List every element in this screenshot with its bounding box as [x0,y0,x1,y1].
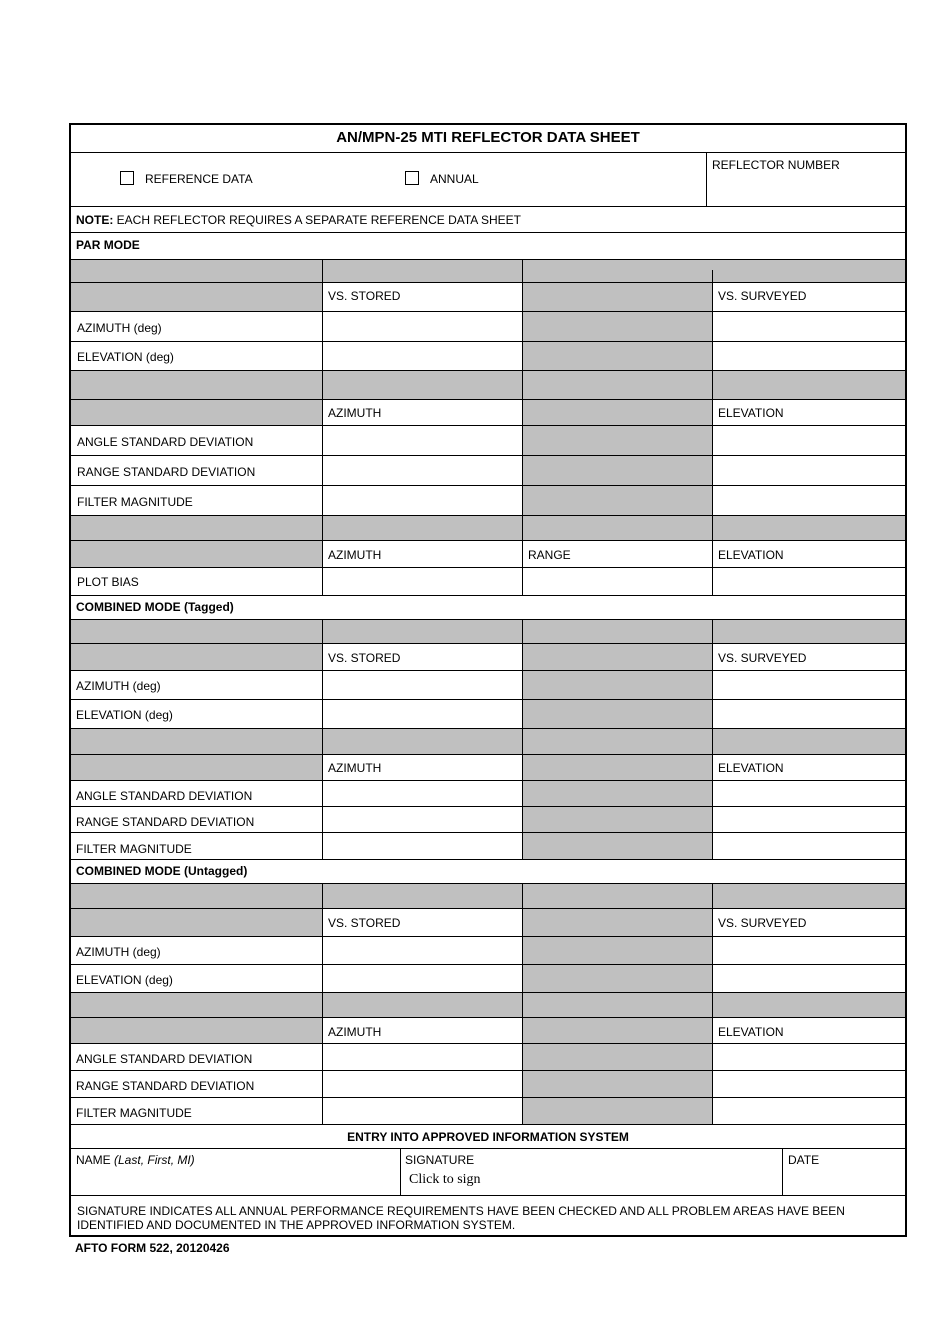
rule [712,270,713,595]
rule [69,883,907,884]
name-label [76,1153,195,1167]
signature-label: SIGNATURE [405,1153,475,1167]
rule [69,908,907,909]
tagged-angle-std-row-label: ANGLE STANDARD DEVIATION [76,789,253,803]
form-number: AFTO FORM 522, 20120426 [75,1241,230,1255]
par-vs-stored-header: VS. STORED [328,289,401,303]
par-elevation-vs-stored-field[interactable] [324,342,521,369]
rule [522,619,523,859]
par-angle-std-elevation-field[interactable] [714,426,905,454]
tagged-range-std-row-label: RANGE STANDARD DEVIATION [76,815,255,829]
rule [69,282,907,283]
click-to-sign-button[interactable]: Click to sign [409,1172,481,1187]
untagged-azimuth-header: AZIMUTH [328,1025,382,1039]
rule [69,232,907,233]
par-plot-elevation-header: ELEVATION [718,548,784,562]
plot-bias-elevation-field[interactable] [714,568,905,594]
form-title: AN/MPN-25 MTI REFLECTOR DATA SHEET [336,129,640,146]
reference-data-label: REFERENCE DATA [145,172,253,186]
plot-bias-azimuth-field[interactable] [324,568,521,594]
name-label-text: NAME [76,1153,111,1167]
untagged-vs-stored-header: VS. STORED [328,916,401,930]
rule [69,259,907,260]
rule [69,1124,907,1125]
tagged-angle-std-elevation-field[interactable] [714,781,905,805]
par-angle-std-azimuth-field[interactable] [324,426,521,454]
untagged-angle-std-azimuth-field[interactable] [324,1044,521,1069]
combined-untagged-title: COMBINED MODE (Untagged) [76,864,248,878]
annual-label: ANNUAL [430,172,479,186]
untagged-elevation-vs-surveyed-field[interactable] [714,965,905,991]
rule [400,1148,401,1195]
tagged-angle-std-azimuth-field[interactable] [324,781,521,805]
tagged-elevation-vs-stored-field[interactable] [324,700,521,727]
par-filter-mag-row-label: FILTER MAGNITUDE [77,495,193,509]
par-range-std-azimuth-field[interactable] [324,456,521,484]
par-plot-range-header: RANGE [528,548,571,562]
untagged-angle-std-elevation-field[interactable] [714,1044,905,1069]
note-label: NOTE: [76,213,114,227]
tagged-vs-surveyed-header: VS. SURVEYED [718,651,807,665]
rule [69,992,907,993]
untagged-range-std-row-label: RANGE STANDARD DEVIATION [76,1079,255,1093]
rule [712,619,713,859]
tagged-elevation-row-label: ELEVATION (deg) [76,708,173,722]
par-filter-mag-azimuth-field[interactable] [324,486,521,514]
par-plot-bias-row-label: PLOT BIAS [77,575,139,589]
rule [69,540,907,541]
tagged-azimuth-vs-surveyed-field[interactable] [714,671,905,698]
rule [322,883,323,1124]
untagged-azimuth-row-label: AZIMUTH (deg) [76,945,161,959]
rule [712,883,713,1124]
rule [69,595,907,596]
annual-checkbox[interactable] [405,171,419,185]
rule [69,1195,907,1196]
par-azimuth-row-label: AZIMUTH (deg) [77,321,162,335]
rule [69,619,907,620]
rule [69,399,907,400]
rule [522,259,523,595]
rule [782,1148,783,1195]
par-angle-std-row-label: ANGLE STANDARD DEVIATION [77,435,254,449]
rule [69,515,907,516]
tagged-filter-mag-elevation-field[interactable] [714,833,905,858]
par-mode-title: PAR MODE [76,238,140,252]
rule [69,206,907,207]
tagged-filter-mag-azimuth-field[interactable] [324,833,521,858]
par-elevation-vs-surveyed-field[interactable] [714,342,905,369]
entry-section-title: ENTRY INTO APPROVED INFORMATION SYSTEM [347,1130,629,1144]
par-filter-mag-elevation-field[interactable] [714,486,905,514]
rule [322,619,323,859]
tagged-filter-mag-row-label: FILTER MAGNITUDE [76,842,192,856]
par-range-std-elevation-field[interactable] [714,456,905,484]
tagged-range-std-elevation-field[interactable] [714,807,905,831]
rule [706,152,707,206]
tagged-azimuth-header: AZIMUTH [328,761,382,775]
untagged-elevation-row-label: ELEVATION (deg) [76,973,173,987]
rule [69,859,907,860]
par-azimuth-header: AZIMUTH [328,406,382,420]
rule [69,1017,907,1018]
par-plot-azimuth-header: AZIMUTH [328,548,382,562]
signature-statement: SIGNATURE INDICATES ALL ANNUAL PERFORMANCE REQUIREMENTS HAVE BEEN CHECKED AND ALL PROBLEM AREAS HAVE BEEN IDENTIFIED AND DOCUMENTED IN THE APPROVED INFORMATION SYSTEM. [77,1204,845,1232]
reflector-number-field[interactable] [708,174,904,204]
rule [69,728,907,729]
untagged-azimuth-vs-surveyed-field[interactable] [714,937,905,963]
par-elevation-header: ELEVATION [718,406,784,420]
tagged-elevation-vs-surveyed-field[interactable] [714,700,905,727]
reference-data-checkbox[interactable] [120,171,134,185]
rule [69,370,907,371]
date-label: DATE [788,1153,820,1167]
untagged-range-std-elevation-field[interactable] [714,1071,905,1096]
par-elevation-row-label: ELEVATION (deg) [77,350,174,364]
tagged-azimuth-row-label: AZIMUTH (deg) [76,679,161,693]
reflector-number-label: REFLECTOR NUMBER [712,158,840,172]
untagged-filter-mag-elevation-field[interactable] [714,1098,905,1123]
rule [522,883,523,1124]
untagged-azimuth-vs-stored-field[interactable] [324,937,521,963]
name-label-hint: (Last, First, MI) [114,1153,195,1167]
name-field[interactable] [72,1168,398,1194]
rule [69,643,907,644]
untagged-elevation-header: ELEVATION [718,1025,784,1039]
note-body: EACH REFLECTOR REQUIRES A SEPARATE REFERENCE DATA SHEET [113,213,521,227]
untagged-angle-std-row-label: ANGLE STANDARD DEVIATION [76,1052,253,1066]
date-field[interactable] [784,1168,905,1194]
untagged-filter-mag-row-label: FILTER MAGNITUDE [76,1106,192,1120]
tagged-vs-stored-header: VS. STORED [328,651,401,665]
untagged-vs-surveyed-header: VS. SURVEYED [718,916,807,930]
plot-bias-range-field[interactable] [524,568,711,594]
untagged-filter-mag-azimuth-field[interactable] [324,1098,521,1123]
tagged-azimuth-vs-stored-field[interactable] [324,671,521,698]
rule [322,259,323,595]
untagged-elevation-vs-stored-field[interactable] [324,965,521,991]
rule [69,152,907,153]
rule [69,754,907,755]
par-range-std-row-label: RANGE STANDARD DEVIATION [77,465,256,479]
par-azimuth-vs-stored-field[interactable] [324,312,521,340]
tagged-range-std-azimuth-field[interactable] [324,807,521,831]
par-azimuth-vs-surveyed-field[interactable] [714,312,905,340]
untagged-range-std-azimuth-field[interactable] [324,1071,521,1096]
note-text [76,213,521,227]
tagged-elevation-header: ELEVATION [718,761,784,775]
combined-tagged-title: COMBINED MODE (Tagged) [76,600,234,614]
par-vs-surveyed-header: VS. SURVEYED [718,289,807,303]
